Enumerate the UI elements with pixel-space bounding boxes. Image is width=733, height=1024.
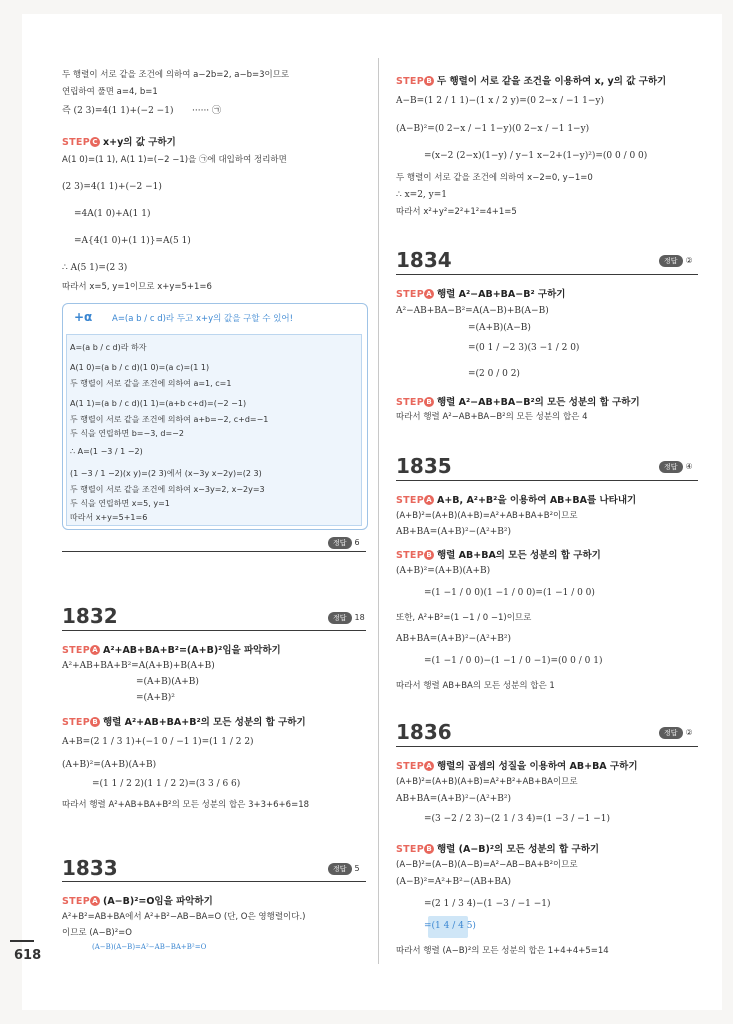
equation-line: (2 3)=4(1 1)+(−2 −1) xyxy=(62,182,162,192)
equation-line: =A{4(1 0)+(1 1)}=A(5 1) xyxy=(74,236,191,246)
answer-value: ② xyxy=(685,728,693,737)
conclusion-line: 따라서 행렬 A²+AB+BA+B²의 모든 성분의 합은 3+3+6+6=18 xyxy=(62,800,310,810)
answer-badge xyxy=(328,537,360,549)
step-title: A²+AB+BA+B²=(A+B)²임을 파악하기 xyxy=(102,645,281,656)
equation-line: =(x−2 (2−x)(1−y) / y−1 x−2+(1−y)²)=(0 0 / 0 0) xyxy=(424,151,648,161)
annotation-line: (A−B)(A−B)=A²−AB−BA+B²=O xyxy=(92,943,207,951)
step-title: 행렬 (A−B)²의 모든 성분의 합 구하기 xyxy=(436,844,600,855)
answer-badge xyxy=(659,255,693,267)
text-line: (A+B)²=(A+B)(A+B)=A²+AB+BA+B²이므로 xyxy=(396,511,578,521)
step-b-heading xyxy=(396,841,599,855)
step-letter: B xyxy=(424,397,434,407)
step-title: (A−B)²=O임을 파악하기 xyxy=(102,896,213,907)
plus-alpha-icon: +α xyxy=(74,310,93,324)
tip-line: 두 행렬이 서로 같을 조건에 의하여 x−3y=2, x−2y=3 xyxy=(70,485,265,494)
step-tag: STEP xyxy=(396,495,424,506)
tip-line: 따라서 x+y=5+1=6 xyxy=(70,513,148,522)
answer-value: 6 xyxy=(354,538,360,547)
equation-line: (A−B)²=A²+B²−(AB+BA) xyxy=(396,877,512,887)
equation-line: AB+BA=(A+B)²−(A²+B²) xyxy=(396,634,512,644)
step-title: 행렬 A²−AB+BA−B² 구하기 xyxy=(436,289,566,300)
step-letter: B xyxy=(90,717,100,727)
text-line: (A+B)²=(A+B)(A+B)=A²+B²+AB+BA이므로 xyxy=(396,777,578,787)
step-tag: STEP xyxy=(62,717,90,728)
equation-line: AB+BA=(A+B)²−(A²+B²) xyxy=(396,794,512,804)
problem-rule xyxy=(62,881,366,882)
step-b-heading xyxy=(396,547,601,561)
equation-line: =(A+B)(A+B) xyxy=(136,677,199,687)
conclusion-line: 따라서 행렬 AB+BA의 모든 성분의 합은 1 xyxy=(396,681,555,691)
tip-line: A=(a b / c d)라 하자 xyxy=(70,343,147,352)
answer-pill: 정답 xyxy=(659,727,683,739)
problem-rule xyxy=(396,274,698,275)
answer-rule xyxy=(62,551,366,552)
step-b-heading xyxy=(62,714,306,728)
equation-line: (A+B)²=(A+B)(A+B) xyxy=(62,760,157,770)
text-line: A²+B²=AB+BA에서 A²+B²−AB−BA=O (단, O은 영행렬이다.) xyxy=(62,912,306,922)
equation-line: =(2 0 / 0 2) xyxy=(468,369,520,379)
step-title: 행렬 A²+AB+BA+B²의 모든 성분의 합 구하기 xyxy=(102,717,306,728)
answer-badge xyxy=(328,612,365,624)
step-tag: STEP xyxy=(396,289,424,300)
equation-line: =(1 1 / 2 2)(1 1 / 2 2)=(3 3 / 6 6) xyxy=(92,779,241,789)
answer-pill: 정답 xyxy=(659,255,683,267)
equation-line: ∴ A(5 1)=(2 3) xyxy=(62,263,128,273)
tip-line: 두 행렬이 서로 같을 조건에 의하여 a=1, c=1 xyxy=(70,379,232,388)
equation-line: =(A+B)² xyxy=(136,693,175,703)
step-letter: A xyxy=(424,289,434,299)
answer-pill: 정답 xyxy=(328,537,352,549)
step-letter: A xyxy=(90,896,100,906)
problem-rule xyxy=(396,746,698,747)
step-title: 두 행렬이 서로 같을 조건을 이용하여 x, y의 값 구하기 xyxy=(436,76,667,87)
equation-line: (A+B)²=(A+B)(A+B) xyxy=(396,566,491,576)
text-line: 이므로 (A−B)²=O xyxy=(62,928,132,938)
problem-number: 1833 xyxy=(62,856,118,880)
conclusion-line: 따라서 행렬 A²−AB+BA−B²의 모든 성분의 합은 4 xyxy=(396,412,588,422)
step-tag: STEP xyxy=(62,645,90,656)
equation-line: =(1 −1 / 0 0)(1 −1 / 0 0)=(1 −1 / 0 0) xyxy=(424,588,595,598)
step-letter: B xyxy=(424,844,434,854)
problem-number: 1836 xyxy=(396,720,452,744)
answer-pill: 정답 xyxy=(328,863,352,875)
step-a-heading xyxy=(396,286,565,300)
equation-line: A+B=(2 1 / 3 1)+(−1 0 / −1 1)=(1 1 / 2 2) xyxy=(62,737,254,747)
step-letter: A xyxy=(424,761,434,771)
page-number: 618 xyxy=(14,948,42,963)
step-tag: STEP xyxy=(62,896,90,907)
tip-line: 두 행렬이 서로 같을 조건에 의하여 a+b=−2, c+d=−1 xyxy=(70,415,269,424)
step-title: x+y의 값 구하기 xyxy=(102,137,176,148)
equation-line: =(2 1 / 3 4)−(1 −3 / −1 −1) xyxy=(424,899,551,909)
step-letter: B xyxy=(424,76,434,86)
step-tag: STEP xyxy=(62,137,90,148)
step-tag: STEP xyxy=(396,76,424,87)
answer-badge xyxy=(659,727,693,739)
step-letter: A xyxy=(424,495,434,505)
answer-pill: 정답 xyxy=(328,612,352,624)
problem-number: 1835 xyxy=(396,454,452,478)
answer-value: 5 xyxy=(354,864,360,873)
problem-rule xyxy=(62,630,366,631)
equation-line: =(A+B)(A−B) xyxy=(468,323,531,333)
answer-pill: 정답 xyxy=(659,461,683,473)
conclusion-line: 따라서 행렬 (A−B)²의 모든 성분의 합은 1+4+4+5=14 xyxy=(396,946,609,956)
tip-line: (1 −3 / 1 −2)(x y)=(2 3)에서 (x−3y x−2y)=(2 3) xyxy=(70,469,262,478)
step-letter: A xyxy=(90,645,100,655)
step-title: 행렬 A²−AB+BA−B²의 모든 성분의 합 구하기 xyxy=(436,397,640,408)
answer-value: 18 xyxy=(354,613,365,622)
step-b-heading xyxy=(396,73,666,87)
step-a-heading xyxy=(62,642,281,656)
tip-line: 두 식을 연립하면 b=−3, d=−2 xyxy=(70,429,184,438)
text-line: (A−B)²=(A−B)(A−B)=A²−AB−BA+B²이므로 xyxy=(396,860,578,870)
equation-line: 즉 (2 3)=4(1 1)+(−2 −1) xyxy=(62,106,174,116)
step-letter: B xyxy=(424,550,434,560)
equation-line: =(3 −2 / 2 3)−(2 1 / 3 4)=(1 −3 / −1 −1) xyxy=(424,814,610,824)
step-title: 행렬의 곱셈의 성질을 이용하여 AB+BA 구하기 xyxy=(436,761,638,772)
step-tag: STEP xyxy=(396,844,424,855)
step-a-heading xyxy=(396,492,636,506)
equation-mark: ······ ㉠ xyxy=(192,106,222,116)
text-line: 두 행렬이 서로 같을 조건에 의하여 x−2=0, y−1=0 xyxy=(396,173,593,183)
text-line: A(1 0)=(1 1), A(1 1)=(−2 −1)을 ㉠에 대입하여 정리하면 xyxy=(62,155,287,165)
step-letter: C xyxy=(90,137,100,147)
equation-line: ∴ x=2, y=1 xyxy=(396,190,448,200)
tip-line: A(1 0)=(a b / c d)(1 0)=(a c)=(1 1) xyxy=(70,363,210,372)
step-tag: STEP xyxy=(396,397,424,408)
answer-badge xyxy=(328,863,360,875)
answer-value: ② xyxy=(685,256,693,265)
equation-line: =(1 4 / 4 5) xyxy=(424,921,476,931)
equation-line: =(1 −1 / 0 0)−(1 −1 / 0 −1)=(0 0 / 0 1) xyxy=(424,656,603,666)
step-tag: STEP xyxy=(396,761,424,772)
equation-line: A²−AB+BA−B²=A(A−B)+B(A−B) xyxy=(396,306,549,316)
step-title: 행렬 AB+BA의 모든 성분의 합 구하기 xyxy=(436,550,601,561)
equation-line: (A−B)²=(0 2−x / −1 1−y)(0 2−x / −1 1−y) xyxy=(396,124,590,134)
column-divider xyxy=(378,58,379,964)
equation-line: =4A(1 0)+A(1 1) xyxy=(74,209,151,219)
problem-rule xyxy=(396,480,698,481)
equation-line: AB+BA=(A+B)²−(A²+B²) xyxy=(396,527,512,537)
problem-number: 1834 xyxy=(396,248,452,272)
answer-value: ④ xyxy=(685,462,693,471)
problem-number: 1832 xyxy=(62,604,118,628)
tip-line: ∴ A=(1 −3 / 1 −2) xyxy=(70,447,143,456)
tip-line: A(1 1)=(a b / c d)(1 1)=(a+b c+d)=(−2 −1) xyxy=(70,399,247,408)
step-b-heading xyxy=(396,394,640,408)
text-line: 두 행렬이 서로 같을 조건에 의하여 a−2b=2, a−b=3이므로 xyxy=(62,70,290,80)
conclusion-line: 따라서 x=5, y=1이므로 x+y=5+1=6 xyxy=(62,282,212,292)
conclusion-line: 따라서 x²+y²=2²+1²=4+1=5 xyxy=(396,207,517,217)
text-line: 연립하여 풀면 a=4, b=1 xyxy=(62,87,158,97)
text-line: 또한, A²+B²=(1 −1 / 0 −1)이므로 xyxy=(396,613,532,623)
step-title: A+B, A²+B²을 이용하여 AB+BA를 나타내기 xyxy=(436,495,637,506)
equation-line: A²+AB+BA+B²=A(A+B)+B(A+B) xyxy=(62,661,215,671)
answer-badge xyxy=(659,461,693,473)
step-tag: STEP xyxy=(396,550,424,561)
step-a-heading xyxy=(62,893,213,907)
tip-line: 두 식을 연립하면 x=5, y=1 xyxy=(70,499,170,508)
tip-header: A=(a b / c d)라 두고 x+y의 값을 구할 수 있어! xyxy=(112,314,294,324)
step-c-heading xyxy=(62,134,176,148)
page-number-rule xyxy=(10,940,34,942)
step-a-heading xyxy=(396,758,638,772)
equation-line: =(0 1 / −2 3)(3 −1 / 2 0) xyxy=(468,343,580,353)
equation-line: A−B=(1 2 / 1 1)−(1 x / 2 y)=(0 2−x / −1 1−y) xyxy=(396,96,604,106)
